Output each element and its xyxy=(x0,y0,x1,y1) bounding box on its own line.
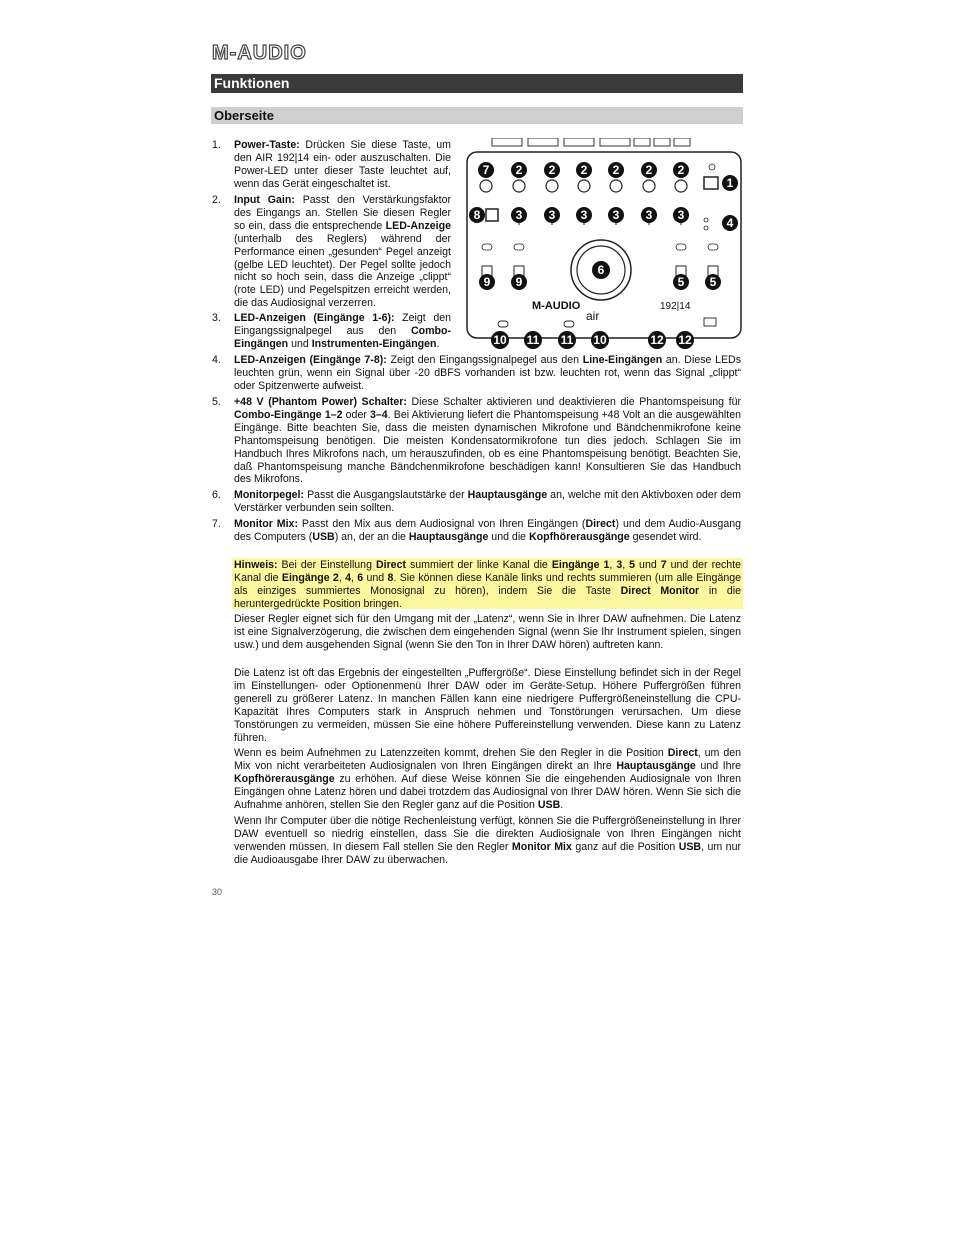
callout-9 xyxy=(511,274,527,290)
section-title: Funktionen xyxy=(211,74,743,93)
paragraph-usb: Wenn Ihr Computer über die nötige Rechenleistung verfügt, können Sie die Puffergrößeneinstellung in Ihrer DAW eventuell so niedrig einstellen, dass Sie die direkten Audiosignale von Ihren Eingängen nicht verwenden müssen. In diesem Fall stellen Sie den Regler Monitor Mix ganz auf die Position USB, um nur die Audioausgabe Ihrer DAW zu überwachen. xyxy=(234,815,741,866)
svg-text:2: 2 xyxy=(580,163,588,177)
callout-10 xyxy=(591,331,609,349)
svg-text:3: 3 xyxy=(645,208,653,222)
svg-text:3: 3 xyxy=(580,208,588,222)
svg-text:12: 12 xyxy=(678,333,692,347)
callout-11 xyxy=(558,331,576,349)
item-phantom-power: +48 V (Phantom Power) Schalter: Diese Schalter aktivieren und deaktivieren die Phantomspeisung für Combo-Eingänge 1–2 oder 3–4. Bei Aktivierung liefert die Phantomspeisung +48 Volt an die ausgewählten Eingänge. Bitte beachten Sie, dass die meisten dynamischen Mikrofone und Bändchenmikrofone keine Phantomspeisung benötigen. Die meisten Kondensatormikrofone tun dies jedoch. Schlagen Sie im Handbuch Ihres Mikrofons nach, um herauszufinden, ob es eine Phantomspeisung benötigt. Beachten Sie, daß Phantomspeisung manche Bändchenmikrofone beschädigen kann! Konsultieren Sie das Handbuch des Mikrofons. xyxy=(234,396,742,486)
callout-12 xyxy=(676,331,694,349)
item-monitor-mix: Monitor Mix: Passt den Mix aus dem Audiosignal von Ihren Eingängen (Direct) und dem Audio-Ausgang des Computers (USB) an, der an die Hauptausgänge und die Kopfhörerausgänge gesendet wird. xyxy=(234,518,741,543)
callout-2 xyxy=(608,162,624,178)
callout-11 xyxy=(524,331,542,349)
callout-4 xyxy=(722,215,738,231)
page-number: 30 xyxy=(212,887,223,897)
item-number: 6. xyxy=(212,489,221,501)
item-number: 5. xyxy=(212,396,221,408)
svg-text:3: 3 xyxy=(677,208,685,222)
svg-text:4: 4 xyxy=(726,216,734,230)
svg-text:2: 2 xyxy=(677,163,685,177)
paragraph-latency: Dieser Regler eignet sich für den Umgang mit der „Latenz“, wenn Sie in Ihrer DAW aufnehmen. Die Latenz ist eine Signalverzögerung, die zwischen dem eingehenden Signal (wenn Sie Ihr Instrument spielen, singen usw.) und dem ausgehenden Signal (wenn Sie den Ton in Ihrer DAW hören) auftreten kann. xyxy=(234,613,741,651)
subsection-title: Oberseite xyxy=(211,107,743,124)
callout-10 xyxy=(491,331,509,349)
callout-3 xyxy=(576,207,592,223)
callout-3 xyxy=(608,207,624,223)
callout-9 xyxy=(479,274,495,290)
item-monitor-level: Monitorpegel: Passt die Ausgangslautstärke der Hauptausgänge an, welche mit den Aktivboxen oder dem Verstärker verbunden sein sollten. xyxy=(234,489,742,514)
paragraph-direct: Wenn es beim Aufnehmen zu Latenzzeiten kommt, drehen Sie den Regler in die Position Direct, um den Mix von nicht verarbeiteten Audiosignalen von Ihren Eingängen direkt an Ihre Hauptausgänge und Ihre Kopfhörerausgänge zu erhöhen. Auf diese Weise können Sie die eingehenden Audiosignale von Ihren Eingängen ohne Latenz hören und dabei trotzdem das Audiosignal von Ihrer DAW hören. Wenn Sie sich die Aufnahme anhören, stellen Sie den Regler ganz auf die Position USB. xyxy=(234,747,741,811)
callout-8 xyxy=(469,207,485,223)
svg-text:5: 5 xyxy=(677,275,685,289)
svg-text:11: 11 xyxy=(526,333,540,347)
svg-text:7: 7 xyxy=(482,163,490,177)
callout-3 xyxy=(673,207,689,223)
svg-text:2: 2 xyxy=(515,163,523,177)
svg-text:3: 3 xyxy=(548,208,556,222)
svg-text:10: 10 xyxy=(593,333,607,347)
svg-text:2: 2 xyxy=(548,163,556,177)
callout-3 xyxy=(641,207,657,223)
callout-5 xyxy=(673,274,689,290)
item-number: 7. xyxy=(212,518,221,530)
callout-3 xyxy=(544,207,560,223)
callout-12 xyxy=(648,331,666,349)
item-number: 3. xyxy=(212,312,221,324)
item-number: 2. xyxy=(212,194,221,206)
device-air-logo: air xyxy=(586,309,600,323)
item-power-button: Power-Taste: Drücken Sie diese Taste, um den AIR 192|14 ein- oder auszuschalten. Die Power-LED unter dieser Taste leuchtet auf, wenn das Gerät eingeschaltet ist. xyxy=(234,139,451,190)
callout-5 xyxy=(705,274,721,290)
callout-7 xyxy=(478,162,494,178)
svg-text:11: 11 xyxy=(560,333,574,347)
item-led-inputs-7-8: LED-Anzeigen (Eingänge 7-8): Zeigt den Eingangssignalpegel aus den Line-Eingängen an. Diese LEDs leuchten grün, wenn ein Signal über -20 dBFS vorhanden ist bzw. leuchten rot, wenn das Signal „clippt“ oder Spitzenwerte aufweist. xyxy=(234,354,742,392)
svg-text:5: 5 xyxy=(709,275,717,289)
callout-2 xyxy=(673,162,689,178)
svg-text:3: 3 xyxy=(515,208,523,222)
svg-text:3: 3 xyxy=(612,208,620,222)
device-top-panel-illustration xyxy=(464,138,744,360)
note-text: Hinweis: Bei der Einstellung Direct summiert der linke Kanal die Eingänge 1, 3, 5 und 7 und der rechte Kanal die Eingänge 2, 4, 6 und 8. Sie können diese Kanäle links und rechts summieren (um alle Eingänge als einziges summiertes Monosignal zu hören), indem Sie die Taste Direct Monitor in die heruntergedrückte Position bringen. xyxy=(234,559,742,610)
device-model: 192|14 xyxy=(660,301,691,312)
svg-text:12: 12 xyxy=(650,333,664,347)
callout-2 xyxy=(576,162,592,178)
svg-text:2: 2 xyxy=(645,163,653,177)
item-number: 4. xyxy=(212,354,221,366)
svg-text:6: 6 xyxy=(597,263,605,277)
item-number: 1. xyxy=(212,139,221,151)
svg-text:9: 9 xyxy=(483,275,491,289)
m-audio-logo: M-AUDIO xyxy=(212,42,307,64)
item-input-gain: Input Gain: Passt den Verstärkungsfaktor des Eingangs an. Stellen Sie diesen Regler so ein, dass die entsprechende LED-Anzeige (unterhalb des Reglers) während der Performance einen „gesunden“ Pegel anzeigt (gelbe LED leuchtet). Der Pegel sollte jedoch nicht so hoch sein, dass die Anzeige „clippt“ (rote LED) und Pegelspitzen erreicht werden, die das Audiosignal verzerren. xyxy=(234,194,451,310)
callout-2 xyxy=(641,162,657,178)
svg-text:2: 2 xyxy=(612,163,620,177)
paragraph-buffer-size: Die Latenz ist oft das Ergebnis der eingestellten „Puffergröße“. Diese Einstellung befindet sich in der Regel im Einstellungen- oder Optionenmenü Ihrer DAW oder im Geräte-Setup. Höhere Puffergrößen führen generell zu größerer Latenz. In manchen Fällen kann eine niedrigere Puffergrößeneinstellung die CPU-Kapazität Ihres Computers stark in Anspruch nehmen und Tonstörungen verursachen. Um diese Tonstörungen zu vermeiden, müssen Sie eine höhere Puffereinstellung verwenden. Diese kann zu Latenz führen. xyxy=(234,667,741,744)
callout-2 xyxy=(544,162,560,178)
svg-text:10: 10 xyxy=(493,333,507,347)
svg-text:1: 1 xyxy=(726,176,734,190)
device-brand: M-AUDIO xyxy=(532,300,581,312)
item-led-inputs-1-6: LED-Anzeigen (Eingänge 1-6): Zeigt den Eingangssignalpegel aus den Combo-Eingängen und Instrumenten-Eingängen. xyxy=(234,312,451,350)
svg-text:9: 9 xyxy=(515,275,523,289)
callout-1 xyxy=(722,175,738,191)
callout-3 xyxy=(511,207,527,223)
svg-text:8: 8 xyxy=(473,208,481,222)
callout-2 xyxy=(511,162,527,178)
callout-6 xyxy=(592,261,610,279)
